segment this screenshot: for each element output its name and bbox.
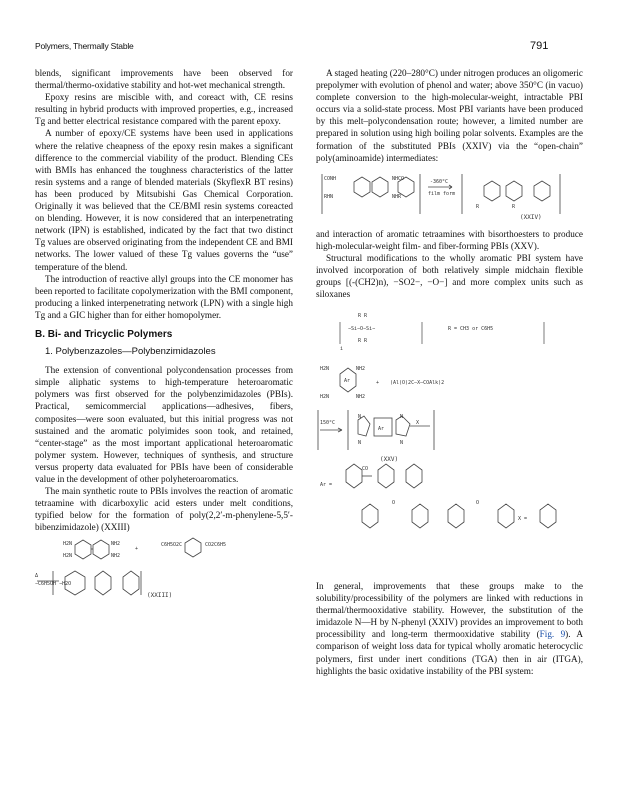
right-column [316,67,583,538]
svg-text:R: R [476,203,480,210]
svg-text:Ar: Ar [378,426,385,433]
svg-text:NH2: NH2 [356,394,366,401]
svg-text:N: N [358,414,362,421]
condition: -360°C [430,178,449,185]
paragraph: The introduction of reactive allyl groups into the CE monomer has been reported to facilitate copolymerization with the BMI component, producing a linked interpenetrating network (LPN) with a single high Tg and a GIC higher than for either homopolymer. [35,273,293,320]
svg-text:NH2: NH2 [356,366,366,373]
svg-text:+: + [376,380,380,387]
condition: film form [428,190,456,197]
section-heading: B. Bi- and Tricyclic Polymers [35,328,173,340]
svg-text:H2N: H2N [320,394,330,401]
paragraph [316,580,583,677]
reagent: (Al(O)2C—X—COAlk)2 [390,380,445,387]
svg-text:−C6H5OH −H2O: −C6H5OH −H2O [35,581,72,588]
svg-text:NH2: NH2 [111,541,121,548]
subsection-heading: 1. Polybenzazoles—Polybenzimidazoles [45,346,216,358]
ar-label: Ar = [320,482,333,489]
svg-text:H2N: H2N [63,553,73,560]
r-note: R = CH3 or C6H5 [448,326,494,333]
page-number: 791 [530,40,549,52]
svg-text:i: i [340,346,344,353]
figure-link[interactable]: Fig. 9 [539,629,566,640]
paragraph: A staged heating (220–280°C) under nitrogen produces an oligomeric prepolymer with evolution of phenol and water; above 350°C (in vacuo) complete conversion to the high-molecular-weight, intractable PBI occurs via a solid-state process. Most PBI variants have been produced by this melt–polycondensation route; however, a limited number are prepared in solution using high boiling polar solvents. Examples are the formation of the substituted PBIs (XXIV) via the “open-chain” poly(aminoamide) intermediates: [316,68,583,163]
svg-text:R R: R R [358,313,368,320]
scheme-xxiv-figure [316,168,583,224]
svg-text:R R: R R [358,338,368,345]
svg-text:NHR: NHR [392,193,402,200]
svg-text:CO2C6H5: CO2C6H5 [205,542,227,549]
paragraph: Epoxy resins are miscible with, and coreact with, CE resins resulting in hybrid products with improved properties, e.g., increased Tg and better electrical resistance compared with the parent epoxy. [35,92,293,127]
running-title: Polymers, Thermally Stable [35,41,134,51]
svg-text:+: + [135,546,139,553]
paragraph: blends, significant improvements have been observed for thermal/thermo-oxidative stability and hot-wet mechanical strength. [35,68,293,91]
svg-text:NHCO: NHCO [392,175,405,182]
svg-text:H2N: H2N [63,541,73,548]
svg-text:N: N [400,414,404,421]
svg-text:N: N [358,440,362,447]
paragraph-text: In general, improvements that these groups make to the solubility/processibility of the polymers are linked with reductions in thermal/thermooxidative stability. However, the substitution of the imidazole N—H by N-phenyl (XXIV) provides an improvement to both processibility and long-term thermooxidative stability (Fig. 9). A comparison of weight loss data for typical wholly aromatic heterocyclic polymers, first under inert conditions (TGA) then in air (ITGA), highlights the basic oxidative instability of the PBI system: [316,581,584,676]
paragraph: Structural modifications to the wholly aromatic PBI system have involved incorporation of both relatively simple midchain flexible groups [(-(CH2)n), −SO2−, −O−] and more complex units such as siloxanes [316,252,583,300]
svg-text:O: O [392,500,396,507]
scheme-xxiii-figure [35,537,293,599]
svg-text:O: O [476,500,480,507]
scheme-label: (XXIV) [520,213,542,221]
svg-text:N: N [400,440,404,447]
paragraph: and interaction of aromatic tetraamines with bisorthoesters to produce high-molecular-weight film- and fiber-forming PBIs (XXV). [316,228,583,251]
svg-text:−Si−O−Si−: −Si−O−Si− [348,326,376,333]
svg-text:C6H5O2C: C6H5O2C [161,542,183,549]
left-column [35,67,293,603]
svg-text:Δ: Δ [35,573,39,580]
paragraph: The extension of conventional polycondensation processes from simple aliphatic systems to high-temperature heteroaromatic polymers was first observed for the polybenzimidazoles (PBIs). Practical, semicommercial applications—adhesives, fibers, composites—were soon evaluated, but this initial progress was not sustained and the aromatic polyimides soon took, and retained, “center-stage” as the most important applicational heteroaromatic polymer system. However, techniques of synthesis, and structure versus property data evaluated for PBIs have been of considerable value in the development of other polyheteroaromatics. [35,365,293,484]
right-column-lower [316,580,583,677]
paragraph: The main synthetic route to PBIs involves the reaction of aromatic tetraamine with dicarboxylic acid esters under melt conditions, typified below for the formation of poly(2,2′-m-phenylene-5,5′-bibenzimidazole) (XXIII) [35,486,293,533]
svg-text:H2N: H2N [320,366,330,373]
paragraph: A number of epoxy/CE systems have been used in applications where the relative cheapness of the epoxy resin makes a significant difference to the commercial viability of the product. Blending CEs with BMIs has enhanced the toughness characteristics of the latter resin systems and a range of blended materials (SkyflexR BT resins) has been produced by Mitsubishi Gas Chemical Corporation. Originally it was believed that the CE/BMI resin systems coreacted on blending. However, it is now considered that an interpenetrating network (IPN) is established, indicated by the fact that two distinct Tg values are observed originating from the independent CE and BMI networks. The lower valued of these Tg values governs the “use” temperature of the blend. [35,128,293,272]
svg-text:RHN: RHN [324,193,334,200]
scheme-label: (XXIII) [147,592,173,600]
temperature: 150°C [320,420,336,427]
svg-text:X: X [416,420,420,427]
svg-text:CONH: CONH [324,175,337,182]
scheme-label: (XXV) [380,456,399,464]
svg-text:Ar: Ar [344,378,351,385]
siloxane-and-xxv-figure [316,304,583,534]
svg-text:R: R [512,203,516,210]
x-label: X = [518,516,528,523]
svg-text:NH2: NH2 [111,553,121,560]
svg-text:CO: CO [362,466,369,473]
